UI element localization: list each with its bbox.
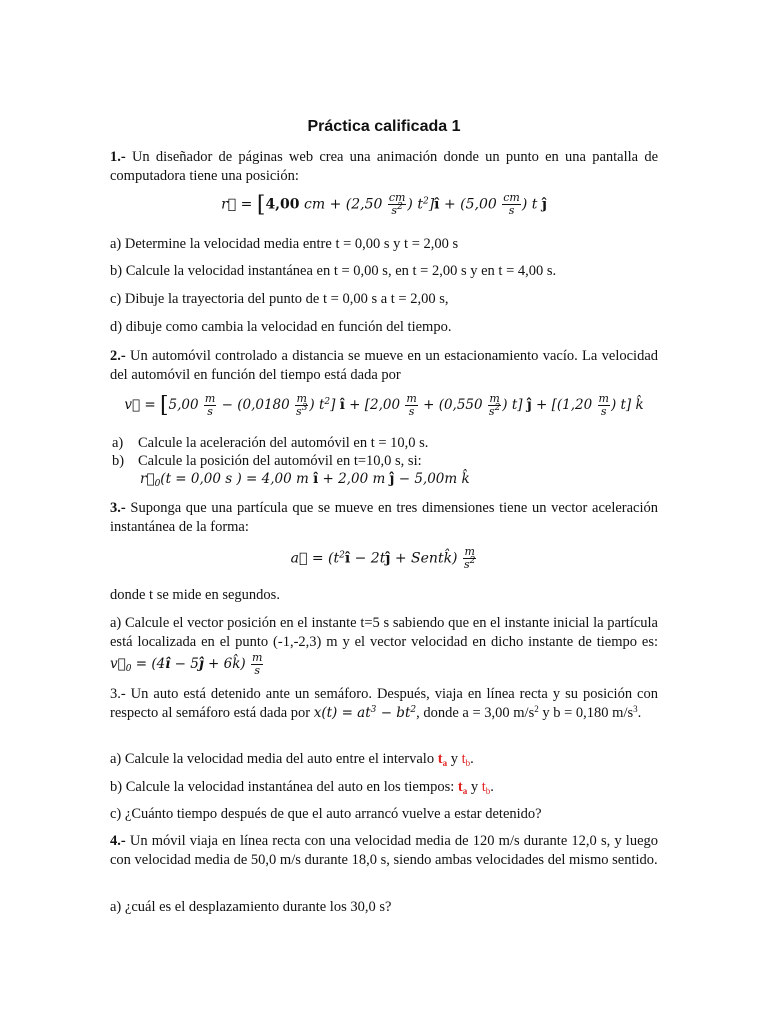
- page-title: Práctica calificada 1: [307, 118, 461, 135]
- conjunction-y: y: [450, 751, 458, 767]
- problem-3b-part-b: b) Calcule la velocidad instantánea del auto en los tiempos: $t_a$ y $t_b$.: [110, 779, 494, 796]
- problem-2-part-b-label: b): [112, 453, 125, 469]
- problem-2-part-b-text: Calcule la posición del automóvil en t=10,0 s, si:: [138, 453, 422, 469]
- problem-4-text: Un móvil viaja en línea recta con una velocidad media de 120 m/s durante 12,0 s, y luego con velocidad media de 50,0 m/s durante 18,0 s, siendo ambas velocidades del mismo sentido.: [110, 833, 659, 868]
- problem-3-number: 3.-: [110, 500, 126, 516]
- problem-3b-part-a-text: a) Calcule la velocidad media del auto entre el intervalo: [110, 751, 435, 767]
- problem-3-note: donde t se mide en segundos.: [110, 587, 280, 603]
- equation-initial-position: $r⃗_0(t = 0,00$ s ) = 4,00 m î + 2,00 m ĵ − 5,00m k̂: [140, 471, 470, 489]
- problem-2-part-a-label: a): [112, 435, 124, 451]
- problem-1-part-b: b) Calcule la velocidad instantánea en t = 0,00 s, en t = 2,00 s y en t = 4,00 s.: [110, 263, 557, 279]
- problem-3b-part-b-text: b) Calcule la velocidad instantánea del auto en los tiempos:: [110, 779, 455, 795]
- time-b-label: $t_b$: [461, 751, 471, 768]
- time-a-label-2: $t_a$: [457, 779, 468, 796]
- problem-4-statement: [110, 832, 658, 870]
- problem-1-part-a: a) Determine la velocidad media entre t = 0,00 s y t = 2,00 s: [110, 236, 459, 252]
- problem-2-number: 2.-: [110, 348, 126, 364]
- problem-3b-part-a: a) Calcule la velocidad media del auto entre el intervalo $t_a$ y $t_b$.: [110, 751, 474, 768]
- time-b-label-2: $t_b$: [481, 779, 491, 796]
- problem-1-part-c: c) Dibuje la trayectoria del punto de t = 0,00 s a t = 2,00 s,: [110, 291, 449, 307]
- problem-3b-text-3: y b = 0,180 m/s: [538, 705, 634, 721]
- problem-3-statement: [110, 499, 658, 537]
- conjunction-y-2: y: [470, 779, 479, 795]
- problem-4-number: 4.-: [110, 833, 126, 849]
- problem-3b-statement: 3.- Un auto está detenido ante un semáforo. Después, viaja en línea recta y su posición con respecto al semáforo está dada por $x(t) = at^3 - bt^2$, donde a = 3,00 $m/s^2$ y b = 0,180 $m/s^3$.: [110, 686, 658, 721]
- problem-2-text: Un automóvil controlado a distancia se mueve en un estacionamiento vacío. La velocidad del automóvil en función del tiempo está dada por: [110, 348, 659, 383]
- problem-3b-part-c: c) ¿Cuánto tiempo después de que el auto arrancó vuelve a estar detenido?: [110, 806, 542, 822]
- problem-1-part-d: d) dibuje como cambia la velocidad en función del tiempo.: [110, 319, 452, 335]
- problem-3-part-a: [110, 614, 658, 677]
- problem-1-number: 1.-: [110, 149, 126, 165]
- time-a-label: $t_a$: [437, 751, 448, 768]
- problem-3-text: Suponga que una partícula que se mueve en tres dimensiones tiene un vector aceleración instantánea de la forma:: [110, 500, 659, 535]
- problem-3b-text-2: , donde a = 3,00 m/s: [416, 705, 535, 721]
- problem-2-statement: [110, 347, 658, 385]
- problem-2-part-a-text: Calcule la aceleración del automóvil en t = 10,0 s.: [138, 435, 429, 451]
- problem-2-part-a: [112, 434, 658, 453]
- problem-4-part-a: a) ¿cuál es el desplazamiento durante los 30,0 s?: [110, 899, 392, 915]
- equation-velocity-vector: v⃗ = [5,00 $\frac{m}{s}$ − (0,0180 $\frac{m}{s^3}$ ) $t^2$] î + [2,00 $\frac{m}{s}$ + (0,550 $\frac{m}{s^2}$ ) t] ĵ + [(1,20 $\frac{m}{s}$ ) t] k̂: [124, 392, 644, 418]
- equation-position-vector: r⃗ = [4,00 cm + (2,50 $\frac{cm}{s^2}$ ) $t^2]î + (5,00$ $\frac{cm}{s}$ ) t ĵ: [221, 191, 547, 218]
- problem-1-statement: [110, 148, 658, 186]
- equation-initial-velocity: $v⃗_0$ = (4î − 5ĵ + 6k̂) $\frac{m}{s}$: [110, 651, 263, 677]
- problem-3b-text-1: 3.- Un auto está detenido ante un semáforo. Después, viaja en línea recta y su posición con respecto al semáforo está dada por: [110, 686, 658, 721]
- problem-1-text: Un diseñador de páginas web crea una animación donde un punto en una pantalla de computadora tiene una posición:: [110, 149, 659, 184]
- equation-acceleration-vector: a⃗ = ($t^2î$ − 2tĵ + Sentk̂) $\frac{m}{s^2}$: [290, 545, 476, 571]
- problem-3-part-a-text: a) Calcule el vector posición en el instante t=5 s sabiendo que en el instante inicial la partícula está localizada en el punto (-1,-2,3) m y el vector velocidad en dicho instante de tiempo es:: [110, 615, 658, 650]
- problem-2-part-b: [112, 452, 658, 471]
- equation-position-function: $x(t) = at^3 - bt^2$: [313, 705, 417, 721]
